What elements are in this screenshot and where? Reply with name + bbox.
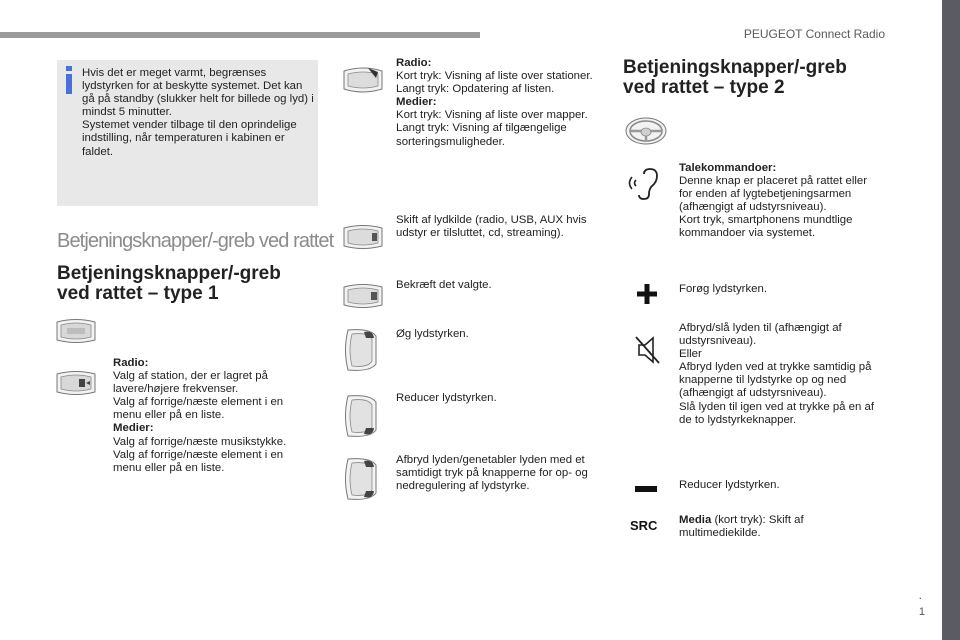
info-text: Hvis det er meget varmt, begrænses lydstyrken for at beskytte systemet. Det kan gå på standby (slukker helt for billede og lyd) i mindst 5 minutter. Systemet vender tilbage til den oprindelige indstilling, når temperaturen i kabinen er faldet.: [82, 67, 314, 158]
vol-down-text: Reducer lydstyrken.: [396, 392, 497, 404]
volume-down-control-icon: [340, 392, 380, 440]
media-text: (kort tryk): Skift af multimediekilde.: [679, 514, 804, 540]
media-label: Media: [679, 514, 712, 526]
type2-mute-text: Afbryd/slå lyden til (afhængigt af udstyrsniveau). Eller Afbryd lyden ved at trykke samtidig på knapperne til lydstyrke op og ned (afhængigt af udstyrsniveau). Slå lyden til igen ved at trykke på en af de to lydstyrkeknapper.: [679, 322, 875, 426]
type1-media-text: Valg af forrige/næste musikstykke. Valg af forrige/næste element i en menu eller på en liste.: [113, 435, 287, 474]
page-number: 1: [918, 606, 925, 618]
voice-label: Talekommandoer:: [679, 162, 777, 174]
col2-radio-label: Radio:: [396, 57, 432, 69]
col2-radio-text: Kort tryk: Visning af liste over stationer. Langt tryk: Opdatering af listen.: [396, 70, 593, 96]
brand-title: PEUGEOT Connect Radio: [743, 27, 885, 41]
side-tab: [942, 0, 960, 640]
scroll-wheel-icon: [53, 370, 99, 396]
plus-text: Forøg lydstyrken.: [679, 283, 767, 295]
source-text: Skift af lydkilde (radio, USB, AUX hvis udstyr er tilsluttet, cd, streaming).: [396, 214, 587, 240]
page-dot: .: [918, 588, 922, 602]
minus-text: Reducer lydstyrken.: [679, 479, 780, 491]
confirm-button-icon: [340, 283, 386, 309]
vol-up-text: Øg lydstyrken.: [396, 328, 469, 340]
steering-wheel-icon: [624, 117, 668, 145]
info-icon: [63, 66, 75, 94]
voice-command-icon: [628, 168, 664, 202]
steering-switch-icon: [53, 318, 99, 344]
confirm-text: Bekræft det valgte.: [396, 279, 492, 291]
col2-media-text: Kort tryk: Visning af liste over mapper. Langt tryk: Visning af tilgængelige sorteringsmuligheder.: [396, 109, 588, 148]
list-button-icon: [340, 66, 386, 94]
speaker-mute-icon: [633, 334, 661, 366]
col2-mute-text: Afbryd lyden/genetabler lyden med et samtidigt tryk på knapperne for op- og nedregulering af lydstyrke.: [396, 454, 588, 493]
type1-media-label: Medier:: [113, 422, 154, 435]
info-box: [57, 60, 318, 206]
section-heading: Betjeningsknapper/-greb ved rattet: [57, 230, 334, 252]
type1-heading: Betjeningsknapper/-greb ved rattet – type 1: [57, 263, 281, 304]
col2-media-label: Medier:: [396, 96, 437, 109]
type1-radio-text: Valg af station, der er lagret på lavere/højere frekvenser. Valg af forrige/næste element i en menu eller på en liste.: [113, 370, 284, 422]
voice-description: [679, 162, 879, 241]
source-button-icon: [340, 224, 386, 250]
minus-icon: [635, 485, 657, 493]
type1-description: [113, 357, 313, 475]
src-icon-label: SRC: [630, 518, 658, 533]
volume-up-control-icon: [340, 326, 380, 374]
voice-text: Denne knap er placeret på rattet eller for enden af lygtebetjeningsarmen (afhængigt af udstyrsniveau). Kort tryk, smartphonens mundtlige kommandoer via systemet.: [679, 175, 868, 240]
plus-icon: [637, 284, 657, 304]
type2-heading: Betjeningsknapper/-greb ved rattet – type 2: [623, 57, 847, 98]
media-description: [679, 514, 859, 540]
type1-radio-label: Radio:: [113, 357, 149, 369]
top-rule: [0, 32, 480, 38]
mute-control-icon: [340, 455, 380, 503]
col2-radio-media: [396, 57, 596, 149]
